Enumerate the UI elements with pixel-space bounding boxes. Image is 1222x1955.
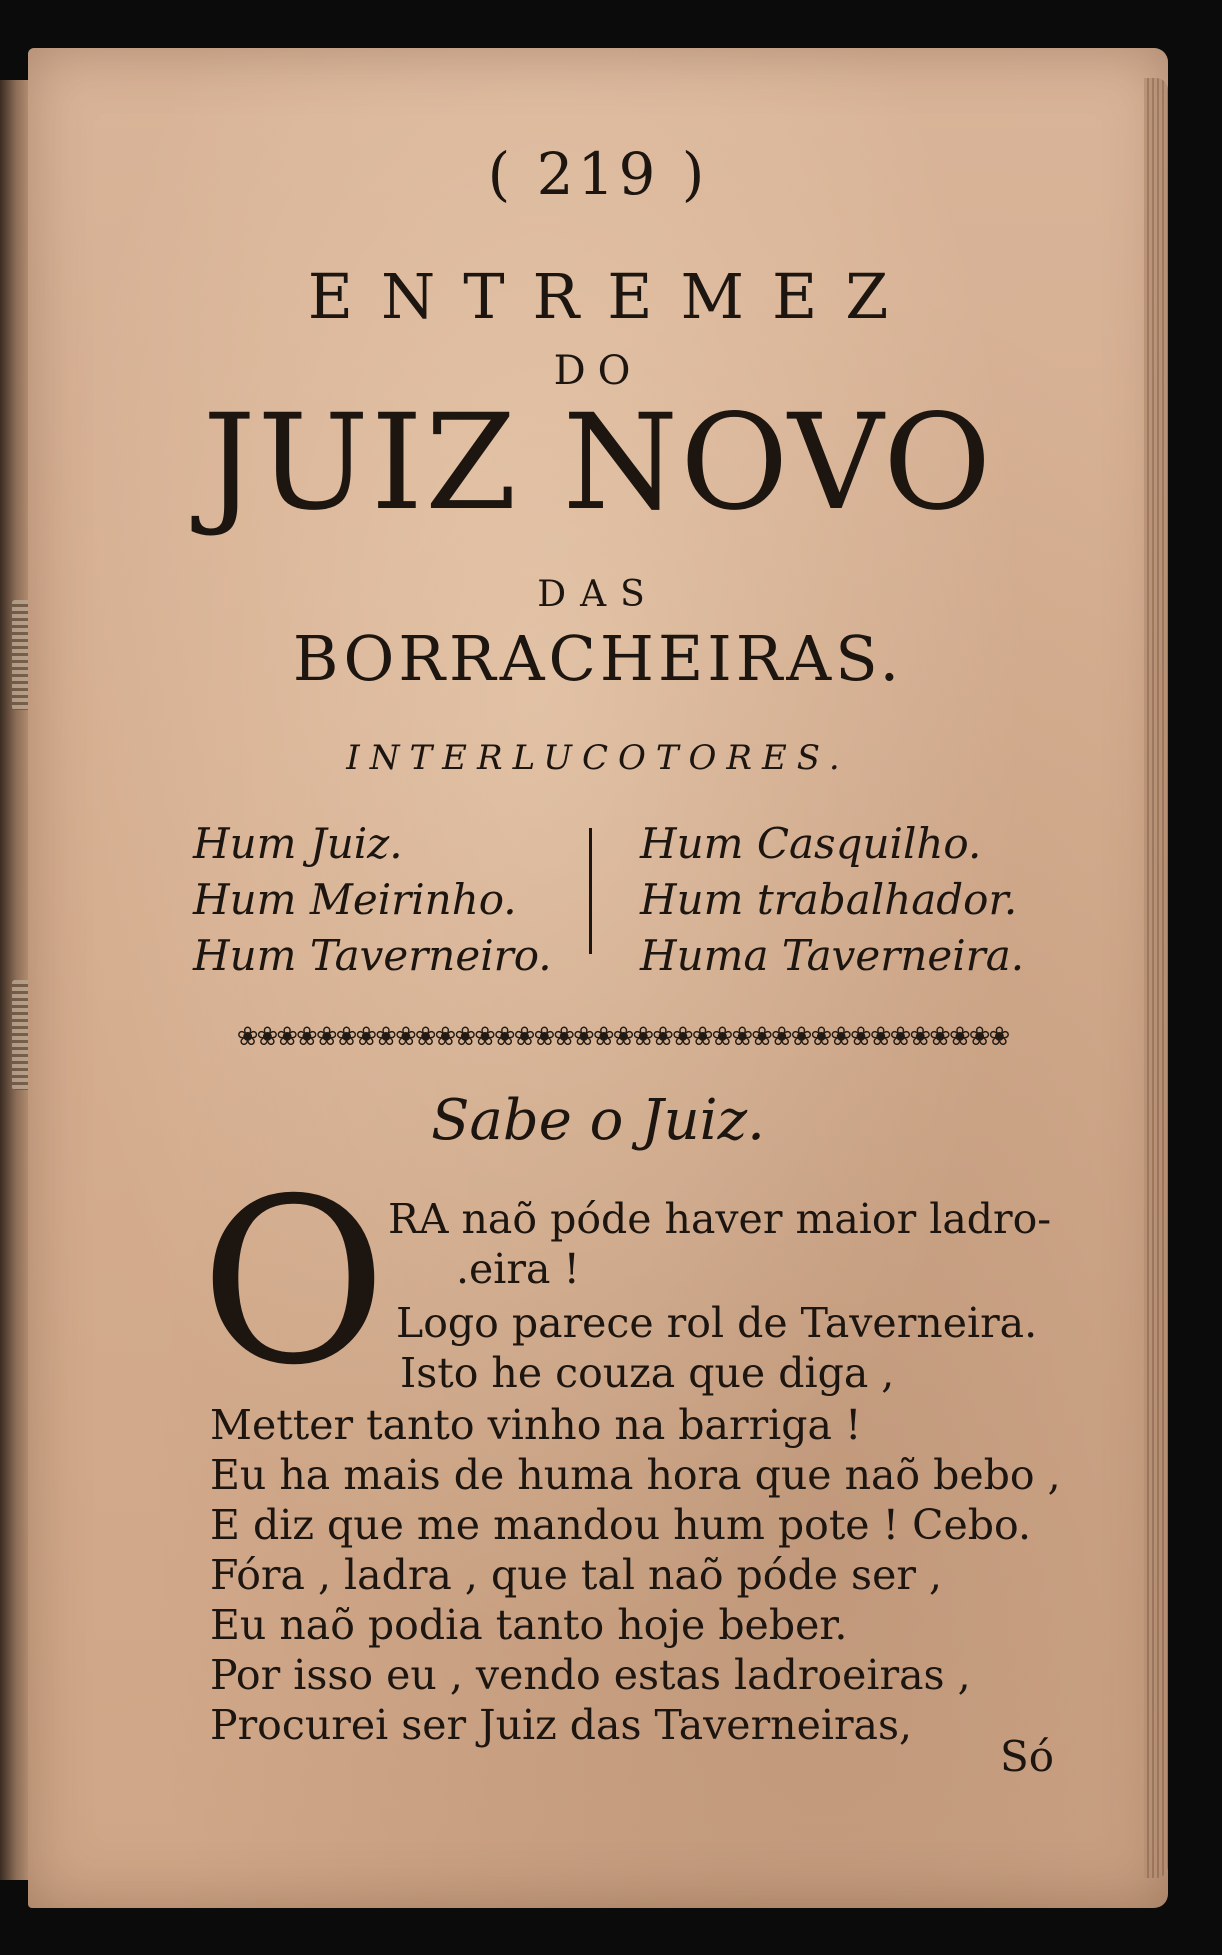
cast-list-right <box>640 816 1080 984</box>
cast-item: Hum trabalhador. <box>640 875 1018 924</box>
title-line-do: DO <box>553 348 643 394</box>
verse-line: Metter tanto vinho na barriga ! <box>210 1401 862 1449</box>
ornament-rule: ❀❀❀❀❀❀❀❀❀❀❀❀❀❀❀❀❀❀❀❀❀❀❀❀❀❀❀❀❀❀❀❀❀❀❀❀❀❀❀ <box>236 1024 1009 1050</box>
title-line-juiz-novo: JUIZ NOVO <box>202 386 994 540</box>
verse-line: RA naõ póde haver maior ladro- <box>388 1195 1052 1243</box>
verse-line: Isto he couza que diga , <box>400 1349 895 1397</box>
page-number: ( 219 ) <box>487 140 709 208</box>
verse-line: .eira ! <box>456 1245 580 1293</box>
verse-line: Fóra , ladra , que tal naõ póde ser , <box>210 1551 942 1599</box>
cast-heading: INTERLUCOTORES. <box>346 738 850 778</box>
title-line-borracheiras: BORRACHEIRAS. <box>292 622 904 695</box>
cast-list-left <box>193 816 593 984</box>
verse-line: Logo parece rol de Taverneira. <box>396 1299 1038 1347</box>
catchword: Só <box>1000 1732 1055 1781</box>
cast-item: Hum Casquilho. <box>640 819 982 868</box>
title-line-das: DAS <box>537 574 659 615</box>
scene-heading: Sabe o Juiz. <box>431 1088 765 1153</box>
verse-line: E diz que me mandou hum pote ! Cebo. <box>210 1501 1031 1549</box>
title-line-entremez: ENTREMEZ <box>307 260 917 333</box>
verse-line: Eu naõ podia tanto hoje beber. <box>210 1601 848 1649</box>
verse-line: Por isso eu , vendo estas ladroeiras , <box>210 1651 971 1699</box>
drop-cap: O <box>200 1149 387 1415</box>
book-page <box>28 48 1168 1908</box>
cast-item: Hum Meirinho. <box>193 875 517 924</box>
verse-line: Procurei ser Juiz das Taverneiras, <box>210 1701 913 1749</box>
cast-divider <box>589 828 592 954</box>
verse-line: Eu ha mais de huma hora que naõ bebo , <box>210 1451 1061 1499</box>
cast-item: Hum Taverneiro. <box>193 931 552 980</box>
cast-item: Huma Taverneira. <box>640 931 1025 980</box>
cast-item: Hum Juiz. <box>193 819 403 868</box>
